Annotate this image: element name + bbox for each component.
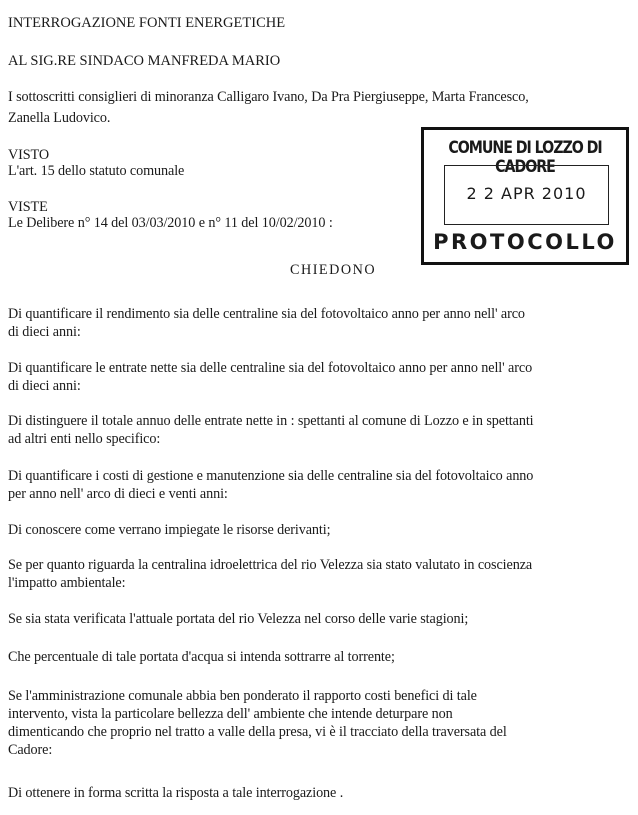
request-1-line-2: di dieci anni:: [8, 324, 81, 340]
request-6-line-1: Se per quanto riguarda la centralina idroelettrica del rio Velezza sia stato valutato in coscienza: [8, 557, 533, 573]
stamp-label: PROTOCOLLO: [433, 230, 617, 254]
request-6-line-2: l'impatto ambientale:: [8, 575, 126, 591]
visto-text: L'art. 15 dello statuto comunale: [8, 163, 185, 179]
viste-text: Le Delibere n° 14 del 03/03/2010 e n° 11 del 10/02/2010 :: [8, 215, 333, 231]
request-9-line-1: Se l'amministrazione comunale abbia ben ponderato il rapporto costi benefici di tale: [8, 688, 477, 704]
viste-label: VISTE: [8, 199, 48, 215]
request-1-line-1: Di quantificare il rendimento sia delle centraline sia del fotovoltaico anno per anno nell' arco: [8, 306, 525, 322]
request-3-line-1: Di distinguere il totale annuo delle entrate nette in : spettanti al comune di Lozzo e in spettanti: [8, 413, 534, 429]
document-title: INTERROGAZIONE FONTI ENERGETICHE: [8, 15, 286, 31]
request-9-line-4: Cadore:: [8, 742, 53, 758]
stamp-date: 2 2 APR 2010: [444, 165, 609, 225]
intro-line-2: Zanella Ludovico.: [8, 110, 111, 126]
stamp-municipality: COMUNE DI LOZZO DI CADORE: [448, 138, 602, 176]
request-8-line-1: Che percentuale di tale portata d'acqua si intenda sottrarre al torrente;: [8, 649, 395, 665]
request-2-line-1: Di quantificare le entrate nette sia delle centraline sia del fotovoltaico anno per anno nell' arco: [8, 360, 533, 376]
request-9-line-3: dimenticando che proprio nel tratto a valle della presa, vi è il tracciato della traversata del: [8, 724, 507, 740]
addressee: AL SIG.RE SINDACO MANFREDA MARIO: [8, 53, 281, 69]
request-4-line-1: Di quantificare i costi di gestione e manutenzione sia delle centraline sia del fotovoltaico anno: [8, 468, 534, 484]
request-9-line-2: intervento, vista la particolare bellezza dell' ambiente che intende deturpare non: [8, 706, 453, 722]
request-5-line-1: Di conoscere come verrano impiegate le risorse derivanti;: [8, 522, 331, 538]
visto-label: VISTO: [8, 147, 50, 163]
request-2-line-2: di dieci anni:: [8, 378, 81, 394]
request-7-line-1: Se sia stata verificata l'attuale portata del rio Velezza nel corso delle varie stagioni;: [8, 611, 469, 627]
request-heading: CHIEDONO: [290, 262, 377, 278]
intro-line-1: I sottoscritti consiglieri di minoranza Calligaro Ivano, Da Pra Piergiuseppe, Marta Francesco,: [8, 89, 529, 105]
request-3-line-2: ad altri enti nello specifico:: [8, 431, 161, 447]
request-4-line-2: per anno nell' arco di dieci e venti anni:: [8, 486, 228, 502]
request-10-line-1: Di ottenere in forma scritta la risposta a tale interrogazione .: [8, 785, 344, 801]
protocol-stamp: [421, 127, 629, 265]
